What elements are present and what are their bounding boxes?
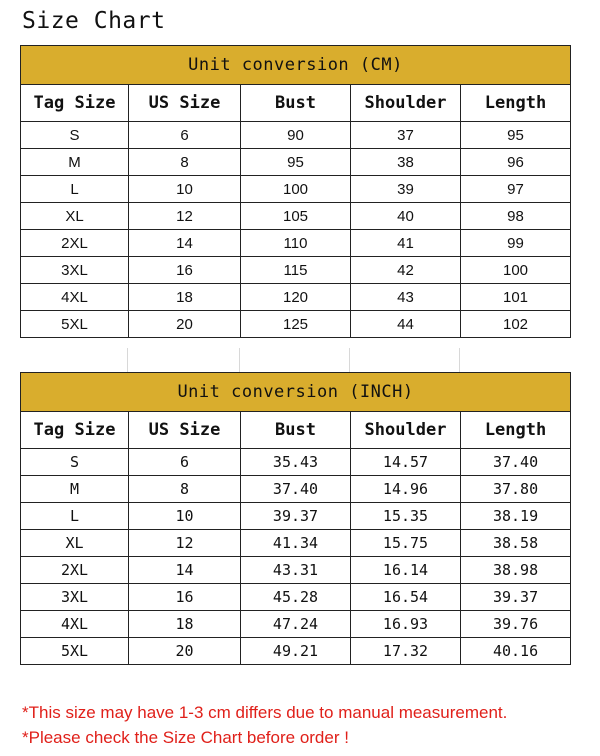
table-row <box>21 530 571 557</box>
table-cell: 38.19 <box>461 503 571 530</box>
table-row <box>21 122 571 149</box>
table-cell: 35.43 <box>241 449 351 476</box>
table-cell: 8 <box>129 149 241 176</box>
table-row <box>21 503 571 530</box>
column-header-length: Length <box>461 85 571 122</box>
table-cell: 8 <box>129 476 241 503</box>
table-cell: 39 <box>351 176 461 203</box>
table-cell: S <box>21 449 129 476</box>
table-cell: 10 <box>129 176 241 203</box>
table-cell: XL <box>21 530 129 557</box>
table-cell: 100 <box>461 257 571 284</box>
table-cell: 15.75 <box>351 530 461 557</box>
inch-column-headers <box>21 412 571 449</box>
inch-table-header: Unit conversion (INCH) <box>21 373 571 412</box>
column-header-shoulder: Shoulder <box>351 412 461 449</box>
table-cell: 16 <box>129 257 241 284</box>
cm-table-header: Unit conversion (CM) <box>21 46 571 85</box>
note-check-chart: *Please check the Size Chart before order ! <box>22 728 349 747</box>
table-cell: 12 <box>129 203 241 230</box>
table-cell: 20 <box>129 311 241 338</box>
table-cell: 39.37 <box>241 503 351 530</box>
column-header-us-size: US Size <box>129 85 241 122</box>
table-cell: 41 <box>351 230 461 257</box>
table-cell: 38.58 <box>461 530 571 557</box>
table-cell: 96 <box>461 149 571 176</box>
table-cell: 49.21 <box>241 638 351 665</box>
table-cell: 14.96 <box>351 476 461 503</box>
table-cell: 6 <box>129 449 241 476</box>
table-row <box>21 257 571 284</box>
cm-table-body <box>21 122 571 338</box>
notes <box>22 700 507 750</box>
table-cell: 5XL <box>21 638 129 665</box>
table-cell: 16.93 <box>351 611 461 638</box>
table-cell: 47.24 <box>241 611 351 638</box>
table-cell: 16 <box>129 584 241 611</box>
table-row <box>21 557 571 584</box>
table-cell: 37 <box>351 122 461 149</box>
table-cell: 41.34 <box>241 530 351 557</box>
table-cell: 105 <box>241 203 351 230</box>
table-cell: 40.16 <box>461 638 571 665</box>
table-cell: 95 <box>461 122 571 149</box>
table-row <box>21 611 571 638</box>
table-cell: 10 <box>129 503 241 530</box>
table-cell: 45.28 <box>241 584 351 611</box>
table-cell: 17.32 <box>351 638 461 665</box>
table-cell: 95 <box>241 149 351 176</box>
table-row <box>21 149 571 176</box>
table-cell: S <box>21 122 129 149</box>
table-row <box>21 203 571 230</box>
table-cell: 14.57 <box>351 449 461 476</box>
table-cell: 3XL <box>21 257 129 284</box>
page-title: Size Chart <box>22 8 166 34</box>
table-cell: 100 <box>241 176 351 203</box>
cm-size-table <box>20 45 571 338</box>
table-cell: 39.37 <box>461 584 571 611</box>
table-cell: 37.40 <box>461 449 571 476</box>
table-cell: M <box>21 149 129 176</box>
table-row <box>21 284 571 311</box>
table-row <box>21 638 571 665</box>
table-cell: 97 <box>461 176 571 203</box>
table-cell: 99 <box>461 230 571 257</box>
table-row <box>21 584 571 611</box>
table-row <box>21 176 571 203</box>
table-cell: 6 <box>129 122 241 149</box>
table-cell: 42 <box>351 257 461 284</box>
table-cell: 5XL <box>21 311 129 338</box>
table-cell: 120 <box>241 284 351 311</box>
table-cell: 16.14 <box>351 557 461 584</box>
note-measurement: *This size may have 1-3 cm differs due to manual measurement. <box>22 703 508 722</box>
table-cell: 43.31 <box>241 557 351 584</box>
table-cell: 15.35 <box>351 503 461 530</box>
table-cell: 40 <box>351 203 461 230</box>
table-cell: 14 <box>129 230 241 257</box>
table-spacer <box>20 348 570 372</box>
table-cell: XL <box>21 203 129 230</box>
table-row <box>21 230 571 257</box>
column-header-length: Length <box>461 412 571 449</box>
table-cell: L <box>21 503 129 530</box>
column-header-shoulder: Shoulder <box>351 85 461 122</box>
table-cell: L <box>21 176 129 203</box>
table-cell: 110 <box>241 230 351 257</box>
table-cell: 37.80 <box>461 476 571 503</box>
table-cell: 18 <box>129 611 241 638</box>
table-cell: 14 <box>129 557 241 584</box>
table-cell: 115 <box>241 257 351 284</box>
column-header-tag-size: Tag Size <box>21 412 129 449</box>
table-cell: 38 <box>351 149 461 176</box>
table-row <box>21 449 571 476</box>
table-cell: 125 <box>241 311 351 338</box>
inch-table-body <box>21 449 571 665</box>
table-cell: 16.54 <box>351 584 461 611</box>
table-cell: M <box>21 476 129 503</box>
table-cell: 102 <box>461 311 571 338</box>
table-cell: 90 <box>241 122 351 149</box>
table-cell: 12 <box>129 530 241 557</box>
table-cell: 38.98 <box>461 557 571 584</box>
table-cell: 3XL <box>21 584 129 611</box>
table-cell: 2XL <box>21 557 129 584</box>
table-cell: 2XL <box>21 230 129 257</box>
table-cell: 43 <box>351 284 461 311</box>
inch-size-table <box>20 372 571 665</box>
column-header-tag-size: Tag Size <box>21 85 129 122</box>
table-cell: 39.76 <box>461 611 571 638</box>
table-cell: 44 <box>351 311 461 338</box>
table-cell: 4XL <box>21 611 129 638</box>
table-row <box>21 311 571 338</box>
table-cell: 4XL <box>21 284 129 311</box>
table-cell: 18 <box>129 284 241 311</box>
column-header-bust: Bust <box>241 85 351 122</box>
table-cell: 37.40 <box>241 476 351 503</box>
table-cell: 20 <box>129 638 241 665</box>
table-cell: 101 <box>461 284 571 311</box>
cm-column-headers <box>21 85 571 122</box>
column-header-us-size: US Size <box>129 412 241 449</box>
table-cell: 98 <box>461 203 571 230</box>
column-header-bust: Bust <box>241 412 351 449</box>
table-row <box>21 476 571 503</box>
